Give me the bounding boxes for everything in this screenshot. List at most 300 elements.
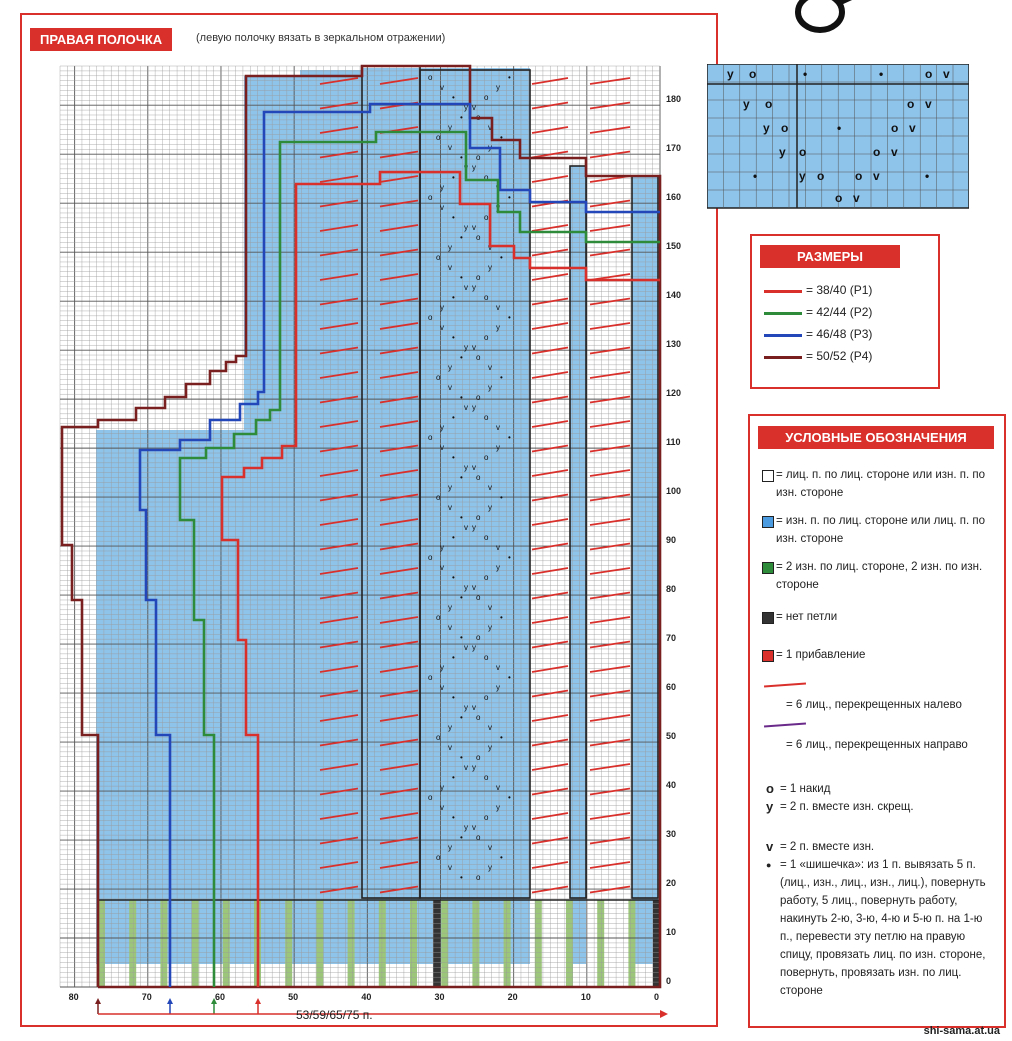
mini-symbol: o bbox=[765, 97, 773, 111]
lace-symbol: o bbox=[484, 653, 489, 662]
lace-symbol: o bbox=[484, 453, 489, 462]
lace-symbol: o bbox=[484, 533, 489, 542]
lace-symbol: o bbox=[428, 793, 433, 802]
sizes-title: РАЗМЕРЫ bbox=[760, 245, 900, 268]
cable-mark bbox=[532, 78, 568, 84]
lace-symbol: o bbox=[428, 553, 433, 562]
lace-symbol: • bbox=[452, 173, 455, 182]
lace-symbol: • bbox=[500, 493, 503, 502]
size-line-swatch bbox=[764, 334, 802, 337]
lace-symbol: • bbox=[452, 693, 455, 702]
lace-symbol: y bbox=[472, 523, 476, 532]
lace-symbol: • bbox=[460, 753, 463, 762]
mini-symbol: y bbox=[727, 67, 734, 81]
lace-symbol: v bbox=[472, 343, 476, 352]
mini-symbol: o bbox=[907, 97, 915, 111]
mini-symbol: o bbox=[925, 67, 933, 81]
mini-symbol: o bbox=[891, 121, 899, 135]
lace-symbol: y bbox=[440, 543, 444, 552]
lace-symbol: y bbox=[488, 503, 492, 512]
lace-symbol: o bbox=[436, 133, 441, 142]
lace-symbol: y bbox=[440, 423, 444, 432]
lace-symbol: v bbox=[472, 463, 476, 472]
lace-symbol: • bbox=[460, 113, 463, 122]
mini-symbol: y bbox=[799, 169, 806, 183]
red-square-icon bbox=[762, 650, 774, 662]
black-square-icon bbox=[762, 612, 774, 624]
cable-mark bbox=[532, 176, 568, 182]
legend-text: = 2 изн. по лиц. стороне, 2 изн. по изн. стороне bbox=[776, 561, 983, 591]
lace-symbol: o bbox=[428, 313, 433, 322]
mini-symbol: • bbox=[837, 121, 842, 135]
lace-symbol: v bbox=[448, 863, 452, 872]
lace-symbol: y bbox=[496, 203, 500, 212]
cable-mark bbox=[532, 617, 568, 623]
lace-symbol: • bbox=[460, 513, 463, 522]
column-number: 70 bbox=[141, 992, 152, 1002]
lace-symbol: o bbox=[476, 153, 481, 162]
lace-symbol: v bbox=[472, 823, 476, 832]
column-number: 0 bbox=[654, 992, 660, 1002]
lace-symbol: y bbox=[448, 123, 452, 132]
mini-symbol: • bbox=[753, 169, 758, 183]
lace-symbol: v bbox=[440, 323, 444, 332]
y-mark-icon: y bbox=[766, 799, 774, 814]
lace-symbol: y bbox=[488, 143, 492, 152]
lace-symbol: • bbox=[460, 153, 463, 162]
lace-symbol: • bbox=[508, 313, 511, 322]
lace-symbol: • bbox=[460, 873, 463, 882]
lace-symbol: • bbox=[508, 193, 511, 202]
lace-symbol: y bbox=[448, 483, 452, 492]
cable-mark bbox=[590, 813, 630, 819]
lace-symbol: • bbox=[460, 633, 463, 642]
rib-stripe bbox=[441, 900, 448, 987]
cable-mark bbox=[532, 764, 568, 770]
lace-symbol: v bbox=[472, 223, 476, 232]
size-label: = 38/40 (Р1) bbox=[806, 283, 873, 297]
lace-symbol: • bbox=[452, 573, 455, 582]
lace-symbol: y bbox=[496, 83, 500, 92]
lace-symbol: v bbox=[440, 443, 444, 452]
row-number: 140 bbox=[666, 290, 682, 301]
cable-mark bbox=[590, 127, 630, 133]
mini-symbol: o bbox=[817, 169, 825, 183]
watermark: shi-sama.at.ua bbox=[923, 1025, 1000, 1037]
cable-mark bbox=[590, 764, 630, 770]
lace-symbol: v bbox=[448, 623, 452, 632]
lace-symbol: v bbox=[472, 103, 476, 112]
lace-symbol: o bbox=[484, 813, 489, 822]
lace-symbol: v bbox=[472, 583, 476, 592]
lace-symbol: y bbox=[464, 223, 468, 232]
lace-symbol: • bbox=[452, 533, 455, 542]
lace-symbol: y bbox=[472, 163, 476, 172]
lace-symbol: v bbox=[488, 603, 492, 612]
cable-mark bbox=[590, 666, 630, 672]
lace-symbol: v bbox=[464, 403, 468, 412]
lace-symbol: y bbox=[448, 843, 452, 852]
lace-symbol: o bbox=[484, 333, 489, 342]
lace-symbol: y bbox=[472, 403, 476, 412]
lace-symbol: o bbox=[436, 253, 441, 262]
lace-symbol: o bbox=[484, 213, 489, 222]
legend-text: = 2 п. вместе изн. bbox=[780, 841, 875, 853]
green-square-icon bbox=[762, 562, 774, 574]
lace-symbol: y bbox=[440, 183, 444, 192]
size-line-swatch bbox=[764, 356, 802, 359]
cable-mark bbox=[532, 127, 568, 133]
lace-symbol: y bbox=[472, 283, 476, 292]
row-number: 170 bbox=[666, 143, 682, 154]
lace-symbol: • bbox=[460, 273, 463, 282]
cable-mark bbox=[590, 887, 630, 893]
lace-symbol: o bbox=[428, 73, 433, 82]
lace-symbol: y bbox=[488, 263, 492, 272]
row-number: 30 bbox=[666, 829, 677, 840]
legend-text: = 1 накид bbox=[780, 783, 831, 795]
lace-symbol: y bbox=[464, 703, 468, 712]
lace-symbol: y bbox=[448, 723, 452, 732]
mini-symbol: v bbox=[873, 169, 880, 183]
mini-symbol: o bbox=[835, 191, 843, 205]
lace-symbol: v bbox=[464, 523, 468, 532]
rib-stripe bbox=[348, 900, 355, 987]
lace-symbol: • bbox=[452, 213, 455, 222]
size-line-swatch bbox=[764, 290, 802, 293]
lace-symbol: v bbox=[448, 503, 452, 512]
mini-symbol: v bbox=[943, 67, 950, 81]
lace-symbol: y bbox=[488, 863, 492, 872]
cable-mark bbox=[532, 372, 568, 378]
lace-symbol: o bbox=[476, 393, 481, 402]
lace-symbol: v bbox=[440, 803, 444, 812]
legend-text: = 2 п. вместе изн. скрещ. bbox=[780, 801, 914, 813]
row-number: 100 bbox=[666, 486, 682, 497]
lace-symbol: v bbox=[488, 483, 492, 492]
cable-mark bbox=[590, 225, 630, 231]
lace-symbol: o bbox=[484, 693, 489, 702]
lace-symbol: v bbox=[448, 743, 452, 752]
lace-symbol: • bbox=[452, 653, 455, 662]
v-mark-icon: v bbox=[766, 839, 774, 854]
mini-symbol: v bbox=[909, 121, 916, 135]
lace-symbol: • bbox=[500, 133, 503, 142]
lace-symbol: o bbox=[476, 113, 481, 122]
cable-mark bbox=[590, 617, 630, 623]
lace-symbol: y bbox=[464, 343, 468, 352]
lace-symbol: v bbox=[440, 83, 444, 92]
row-number: 120 bbox=[666, 388, 682, 399]
lace-symbol: y bbox=[448, 603, 452, 612]
pattern-repeat-chart bbox=[707, 64, 969, 210]
row-number: 130 bbox=[666, 339, 682, 350]
column-number: 40 bbox=[361, 992, 372, 1002]
rib-stripe bbox=[535, 900, 542, 987]
cable-mark bbox=[532, 666, 568, 672]
row-number: 40 bbox=[666, 780, 677, 791]
cable-mark bbox=[532, 887, 568, 893]
lace-symbol: v bbox=[488, 843, 492, 852]
lace-symbol: • bbox=[460, 393, 463, 402]
cable-mark bbox=[532, 323, 568, 329]
stitch-count: 53/59/65/75 п. bbox=[296, 1008, 373, 1022]
blue-panel bbox=[570, 166, 586, 964]
lace-symbol: o bbox=[436, 853, 441, 862]
cable-mark bbox=[532, 813, 568, 819]
lace-symbol: o bbox=[436, 613, 441, 622]
mini-symbol: • bbox=[879, 67, 884, 81]
lace-symbol: v bbox=[496, 183, 500, 192]
lace-symbol: y bbox=[496, 683, 500, 692]
rib-stripe bbox=[129, 900, 136, 987]
lace-symbol: y bbox=[464, 583, 468, 592]
lace-symbol: y bbox=[440, 783, 444, 792]
lace-symbol: o bbox=[428, 673, 433, 682]
lace-symbol: • bbox=[452, 293, 455, 302]
lace-symbol: • bbox=[452, 413, 455, 422]
lace-symbol: o bbox=[484, 173, 489, 182]
lace-symbol: • bbox=[452, 773, 455, 782]
lace-symbol: • bbox=[452, 453, 455, 462]
white-square-icon bbox=[762, 470, 774, 482]
row-number: 150 bbox=[666, 241, 682, 252]
lace-symbol: o bbox=[484, 293, 489, 302]
mini-symbol: o bbox=[799, 145, 807, 159]
rib-stripe bbox=[628, 900, 635, 987]
cable-mark bbox=[532, 225, 568, 231]
lace-symbol: o bbox=[484, 573, 489, 582]
lace-symbol: v bbox=[448, 143, 452, 152]
lace-symbol: • bbox=[508, 553, 511, 562]
lace-symbol: o bbox=[476, 513, 481, 522]
lace-symbol: v bbox=[464, 643, 468, 652]
mini-symbol: y bbox=[743, 97, 750, 111]
lace-symbol: o bbox=[476, 593, 481, 602]
mini-symbol: o bbox=[781, 121, 789, 135]
rib-stripe bbox=[504, 900, 511, 987]
rib-stripe bbox=[285, 900, 292, 987]
lace-symbol: o bbox=[476, 713, 481, 722]
lace-symbol: v bbox=[496, 783, 500, 792]
lace-symbol: o bbox=[428, 193, 433, 202]
size-label: = 50/52 (Р4) bbox=[806, 349, 873, 363]
lace-symbol: o bbox=[476, 833, 481, 842]
lace-symbol: y bbox=[448, 243, 452, 252]
mini-symbol: o bbox=[873, 145, 881, 159]
magnifier-icon bbox=[790, 0, 860, 40]
dot-icon: ● bbox=[766, 860, 772, 870]
stitch-count-arrowhead bbox=[660, 1010, 668, 1018]
lace-symbol: • bbox=[500, 613, 503, 622]
lace-symbol: • bbox=[500, 853, 503, 862]
lace-symbol: • bbox=[508, 73, 511, 82]
cable-mark bbox=[590, 838, 630, 844]
lace-symbol: v bbox=[488, 363, 492, 372]
row-number: 70 bbox=[666, 633, 677, 644]
lace-symbol: • bbox=[500, 253, 503, 262]
cable-mark bbox=[532, 519, 568, 525]
lace-symbol: o bbox=[436, 373, 441, 382]
cable-mark bbox=[532, 838, 568, 844]
column-number: 30 bbox=[434, 992, 445, 1002]
circle-icon: o bbox=[766, 781, 774, 796]
lace-symbol: o bbox=[476, 873, 481, 882]
cable-mark bbox=[590, 519, 630, 525]
no-stitch-column bbox=[433, 900, 441, 987]
lace-symbol: • bbox=[508, 673, 511, 682]
lace-symbol: v bbox=[496, 543, 500, 552]
lace-symbol: v bbox=[488, 123, 492, 132]
cable-mark bbox=[532, 789, 568, 795]
lace-symbol: • bbox=[460, 353, 463, 362]
lace-symbol: y bbox=[464, 103, 468, 112]
lace-symbol: v bbox=[448, 383, 452, 392]
legend-text: = 6 лиц., перекрещенных налево bbox=[786, 699, 962, 711]
legend-text: = изн. п. по лиц. стороне или лиц. п. по изн. стороне bbox=[776, 515, 986, 545]
legend-title: УСЛОВНЫЕ ОБОЗНАЧЕНИЯ bbox=[758, 426, 994, 449]
rib-stripe bbox=[316, 900, 323, 987]
lace-symbol: y bbox=[464, 463, 468, 472]
mini-symbol: o bbox=[855, 169, 863, 183]
lace-symbol: v bbox=[472, 703, 476, 712]
cable-mark bbox=[590, 862, 630, 868]
legend-text: = лиц. п. по лиц. стороне или изн. п. по изн. стороне bbox=[776, 469, 986, 499]
row-number: 10 bbox=[666, 927, 677, 938]
mini-symbol: o bbox=[749, 67, 757, 81]
size-start-arrowhead bbox=[95, 998, 101, 1004]
lace-symbol: y bbox=[440, 663, 444, 672]
lace-symbol: y bbox=[488, 743, 492, 752]
row-number: 60 bbox=[666, 682, 677, 693]
rib-stripe bbox=[379, 900, 386, 987]
cable-mark bbox=[532, 715, 568, 721]
size-start-arrowhead bbox=[167, 998, 173, 1004]
lace-symbol: v bbox=[496, 303, 500, 312]
lace-symbol: o bbox=[436, 733, 441, 742]
cable-mark bbox=[590, 372, 630, 378]
lace-symbol: y bbox=[472, 643, 476, 652]
rib-stripe bbox=[223, 900, 230, 987]
lace-symbol: o bbox=[476, 233, 481, 242]
lace-symbol: y bbox=[472, 763, 476, 772]
size-line-swatch bbox=[764, 312, 802, 315]
lace-symbol: • bbox=[460, 593, 463, 602]
lace-symbol: v bbox=[448, 263, 452, 272]
row-number: 80 bbox=[666, 584, 677, 595]
lace-symbol: o bbox=[476, 753, 481, 762]
lace-symbol: y bbox=[496, 803, 500, 812]
lace-symbol: • bbox=[508, 793, 511, 802]
lace-symbol: y bbox=[496, 443, 500, 452]
lace-symbol: • bbox=[452, 813, 455, 822]
lace-symbol: y bbox=[488, 383, 492, 392]
cable-mark bbox=[590, 715, 630, 721]
lace-symbol: v bbox=[464, 283, 468, 292]
row-number: 90 bbox=[666, 535, 677, 546]
cable-mark bbox=[590, 323, 630, 329]
lace-symbol: o bbox=[476, 273, 481, 282]
lace-symbol: • bbox=[460, 713, 463, 722]
lace-symbol: • bbox=[500, 373, 503, 382]
lace-symbol: v bbox=[488, 723, 492, 732]
lace-symbol: o bbox=[484, 413, 489, 422]
mini-symbol: v bbox=[891, 145, 898, 159]
lace-symbol: o bbox=[428, 433, 433, 442]
lace-symbol: • bbox=[460, 233, 463, 242]
row-number: 0 bbox=[666, 976, 672, 987]
column-number: 10 bbox=[580, 992, 591, 1002]
rib-stripe bbox=[192, 900, 199, 987]
mini-symbol: y bbox=[779, 145, 786, 159]
cable-mark bbox=[590, 78, 630, 84]
size-label: = 42/44 (Р2) bbox=[806, 305, 873, 319]
lace-symbol: • bbox=[500, 733, 503, 742]
lace-symbol: v bbox=[440, 683, 444, 692]
mini-symbol: v bbox=[853, 191, 860, 205]
column-number: 80 bbox=[68, 992, 79, 1002]
lace-symbol: o bbox=[476, 473, 481, 482]
column-number: 20 bbox=[507, 992, 518, 1002]
cable-mark bbox=[590, 470, 630, 476]
lace-symbol: • bbox=[460, 473, 463, 482]
legend-text: = 6 лиц., перекрещенных направо bbox=[786, 739, 968, 751]
cable-mark bbox=[532, 568, 568, 574]
page-title: ПРАВАЯ ПОЛОЧКА bbox=[30, 28, 172, 51]
column-number: 60 bbox=[214, 992, 225, 1002]
lace-symbol: v bbox=[440, 563, 444, 572]
rib-stripe bbox=[472, 900, 479, 987]
lace-symbol: y bbox=[488, 623, 492, 632]
rib-stripe bbox=[566, 900, 573, 987]
lace-symbol: y bbox=[496, 323, 500, 332]
lace-symbol: v bbox=[496, 423, 500, 432]
blue-square-icon bbox=[762, 516, 774, 528]
cable-mark bbox=[532, 421, 568, 427]
lace-symbol: v bbox=[496, 663, 500, 672]
lace-symbol: y bbox=[496, 563, 500, 572]
cable-mark bbox=[590, 789, 630, 795]
legend-text: = нет петли bbox=[776, 611, 838, 623]
lace-symbol: • bbox=[460, 833, 463, 842]
rib-stripe bbox=[597, 900, 604, 987]
cable-mark bbox=[590, 421, 630, 427]
cable-mark bbox=[532, 274, 568, 280]
cable-mark bbox=[532, 862, 568, 868]
column-number: 50 bbox=[288, 992, 299, 1002]
lace-symbol: o bbox=[476, 633, 481, 642]
row-number: 180 bbox=[666, 94, 682, 105]
row-number: 110 bbox=[666, 437, 681, 448]
legend-text: = 1 «шишечка»: из 1 п. вывязать 5 п. (лиц., изн., лиц., изн., лиц.), повернуть работу, 5 лиц., повернуть работу, накинуть 2-ю, 3-ю, 4-ю и 5-ю п. на 1-ю п., перевести эту петлю на правую спицу, провязать лиц. по изн. стороне, повернуть, провязать изн. по лиц. стороне bbox=[780, 859, 986, 997]
lace-symbol: y bbox=[448, 363, 452, 372]
blue-panel bbox=[632, 176, 658, 964]
lace-symbol: o bbox=[484, 93, 489, 102]
row-number: 20 bbox=[666, 878, 677, 889]
lace-symbol: y bbox=[440, 303, 444, 312]
row-number: 50 bbox=[666, 731, 677, 742]
lace-symbol: v bbox=[464, 163, 468, 172]
lace-symbol: y bbox=[464, 823, 468, 832]
lace-symbol: o bbox=[436, 493, 441, 502]
row-number: 160 bbox=[666, 192, 682, 203]
mini-symbol: v bbox=[925, 97, 932, 111]
legend-text: = 1 прибавление bbox=[776, 649, 866, 661]
size-start-arrowhead bbox=[255, 998, 261, 1004]
mini-symbol: • bbox=[925, 169, 930, 183]
lace-symbol: • bbox=[452, 93, 455, 102]
mini-symbol: y bbox=[763, 121, 770, 135]
